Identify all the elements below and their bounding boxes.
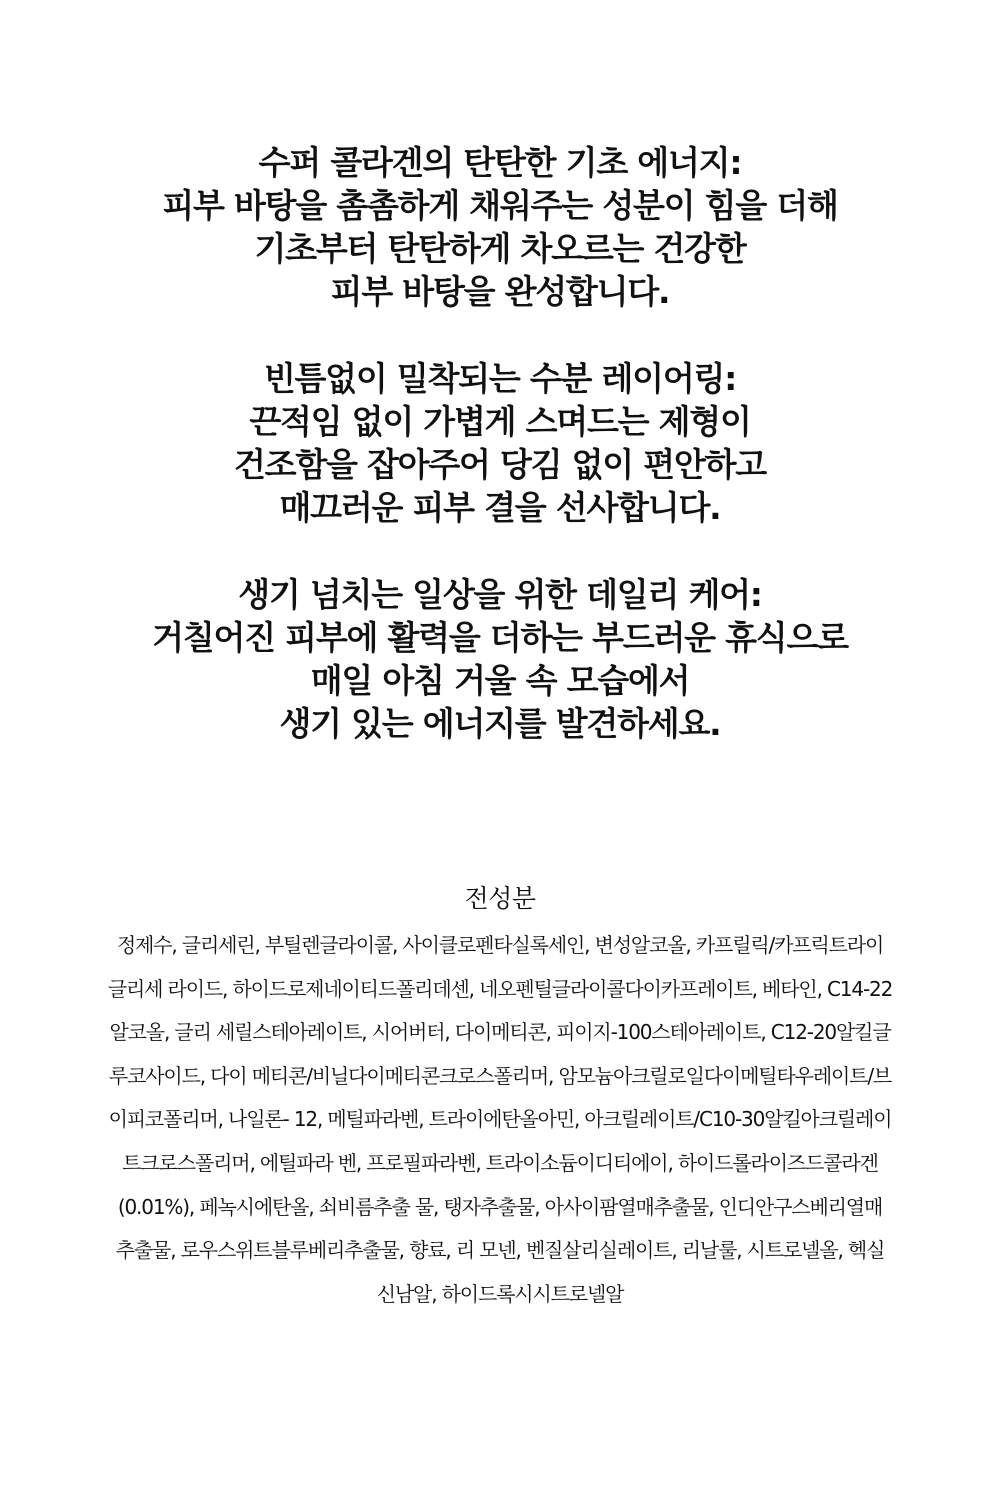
feature-text-line: 건조함을 잡아주어 당김 없이 편안하고 [233,445,766,484]
feature-sections [0,141,1000,789]
ingredients-title: 전성분 [464,884,536,913]
feature-text-line: 기초부터 탄탄하게 차오르는 건강한 [254,229,746,268]
ingredients-line: (0.01%), 페녹시에탄올, 쇠비름추출 물, 탱자추출물, 아사이팜열매추출물, 인디안구스베리열매 [117,1194,883,1219]
ingredients-line: 알코올, 글리 세릴스테아레이트, 시어버터, 다이메티콘, 피이지-100스테아레이트, C12-20알킬글 [109,1020,891,1045]
ingredients-line: 글리세 라이드, 하이드로제네이티드폴리데센, 네오펜틸글라이콜다이카프레이트, 베타인, C14-22 [107,976,893,1001]
feature-text-line: 피부 바탕을 완성합니다. [330,272,670,311]
ingredients-line: 트크로스폴리머, 에틸파라 벤, 프로필파라벤, 트라이소듐이디티에이, 하이드롤라이즈드콜라겐 [122,1150,878,1175]
feature-text-line: 끈적임 없이 가볍게 스며드는 제형이 [249,402,751,441]
ingredients-line: 신남알, 하이드록시시트로넬알 [376,1281,624,1306]
feature-heading: 생기 넘치는 일상을 위한 데일리 케어: [238,575,762,614]
feature-text-line: 생기 있는 에너지를 발견하세요. [279,704,721,743]
feature-collagen [0,141,1000,313]
ingredients-section [60,879,940,1316]
ingredients-line: 루코사이드, 다이 메티콘/비닐다이메티콘크로스폴리머, 암모늄아크릴로일다이메틸타우레이트/브 [108,1063,892,1088]
feature-heading: 수퍼 콜라겐의 탄탄한 기초 에너지: [258,143,742,182]
feature-heading: 빈틈없이 밀착되는 수분 레이어링: [263,359,737,398]
feature-text-line: 매일 아침 거울 속 모습에서 [310,661,690,700]
feature-daily-care [0,573,1000,745]
ingredients-line: 추출물, 로우스위트블루베리추출물, 향료, 리 모넨, 벤질살리실레이트, 리날룰, 시트로넬올, 헥실 [115,1238,885,1263]
feature-text-line: 매끄러운 피부 결을 선사합니다. [279,488,721,527]
ingredients-line: 정제수, 글리세린, 부틸렌글라이콜, 사이클로펜타실록세인, 변성알코올, 카프릴릭/카프릭트라이 [116,933,884,957]
feature-text-line: 피부 바탕을 촘촘하게 채워주는 성분이 힘을 더해 [162,186,838,225]
feature-text-line: 거칠어진 피부에 활력을 더하는 부드러운 휴식으로 [152,618,848,657]
ingredients-line: 이피코폴리머, 나일론- 12, 메틸파라벤, 트라이에탄올아민, 아크릴레이트/C10-30알킬아크릴레이 [108,1107,892,1132]
feature-moisture [0,357,1000,529]
